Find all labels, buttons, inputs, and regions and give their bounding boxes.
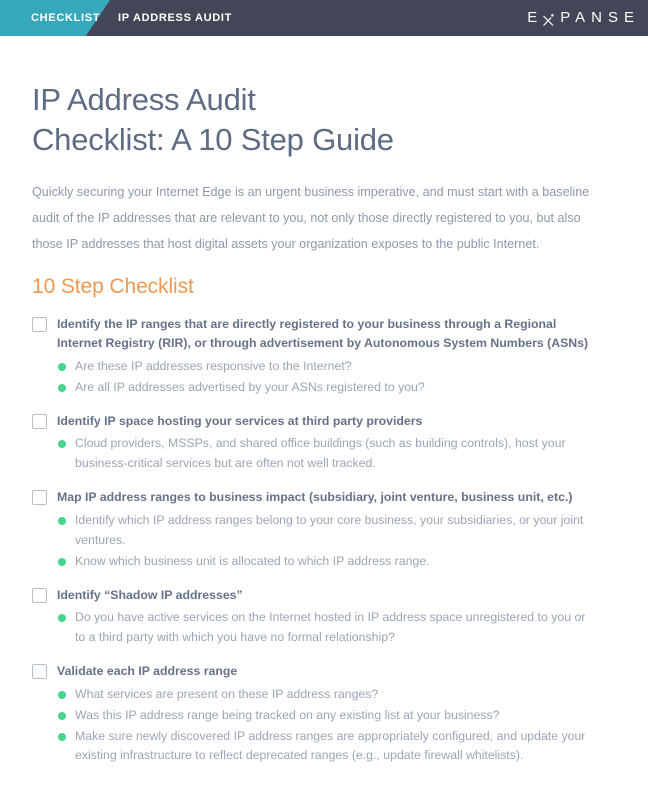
tab-ip-address-audit[interactable]: IP ADDRESS AUDIT: [118, 12, 233, 24]
checklist-item-label: Map IP address ranges to business impact (subsidiary, joint venture, business unit, etc.): [57, 490, 573, 505]
green-dot-icon: [58, 440, 66, 448]
logo-letters-panse: PANSE: [560, 9, 640, 26]
intro-paragraph: Quickly securing your Internet Edge is an urgent business imperative, and must start with a baseline audit of the IP addresses that are relevant to you, not only those directly registered to you, but also those IP addresses that host digital assets your organization exposes to the public Internet.: [32, 184, 590, 251]
expanse-logo: [527, 0, 640, 36]
green-dot-icon: [58, 558, 66, 566]
list-item: [58, 685, 616, 705]
list-item: [58, 608, 616, 648]
checklist-sublist: [58, 357, 616, 398]
sublist-text: Are these IP addresses responsive to the Internet?: [75, 358, 352, 373]
checklist-item[interactable]: [32, 315, 616, 352]
checklist-item-label: Identify “Shadow IP addresses”: [57, 587, 243, 602]
checklist-item-label: Identify the IP ranges that are directly registered to your business through a Regional Internet Registry (RIR), or through advertisement by Autonomous System Numbers (ASNs): [57, 317, 589, 351]
green-dot-icon: [58, 363, 66, 371]
list-item: [58, 357, 616, 377]
list-item: [58, 706, 616, 726]
checklist-item[interactable]: [32, 488, 616, 507]
checklist-item[interactable]: [32, 662, 616, 681]
checkbox-icon[interactable]: [32, 317, 47, 332]
sublist-text: Cloud providers, MSSPs, and shared office buildings (such as building controls), host your business-critical services but are often not well tracked.: [75, 436, 566, 471]
checkbox-icon[interactable]: [32, 664, 47, 679]
checklist-sublist: [58, 608, 616, 648]
sublist-text: Was this IP address range being tracked on any existing list at your business?: [75, 707, 500, 722]
checklist-item[interactable]: [32, 412, 616, 431]
checklist-group: [32, 412, 616, 475]
checklist-item-label: Validate each IP address range: [57, 664, 238, 678]
checklist-sublist: [58, 685, 616, 767]
green-dot-icon: [58, 712, 66, 720]
sublist-text: What services are present on these IP address ranges?: [75, 686, 379, 701]
top-header-bar: [0, 0, 648, 36]
checklist-sublist: [58, 434, 616, 474]
list-item: [58, 727, 616, 767]
logo-x-icon: [543, 11, 554, 26]
page-title-line-1: IP Address Audit: [32, 82, 256, 117]
sublist-text: Know which business unit is allocated to which IP address range.: [75, 553, 430, 568]
logo-letter-e: E: [527, 9, 544, 26]
tab-checklist[interactable]: CHECKLIST: [31, 12, 101, 24]
checkbox-icon[interactable]: [32, 490, 47, 505]
checklist-group: [32, 315, 616, 397]
section-heading-10-step-checklist: 10 Step Checklist: [32, 275, 194, 299]
checklist-sublist: [58, 511, 616, 572]
green-dot-icon: [58, 691, 66, 699]
green-dot-icon: [58, 614, 66, 622]
sublist-text: Make sure newly discovered IP address ranges are appropriately configured, and update your existing infrastructure to reflect deprecated ranges (e.g., update firewall whitelists).: [75, 728, 586, 763]
page-content: [0, 80, 648, 766]
checkbox-icon[interactable]: [32, 588, 47, 603]
checklist-group: [32, 488, 616, 571]
checklist-item[interactable]: [32, 586, 616, 605]
list-item: [58, 511, 616, 551]
green-dot-icon: [58, 517, 66, 525]
list-item: [58, 434, 616, 474]
checklist-container: [32, 315, 616, 766]
list-item: [58, 378, 616, 398]
sublist-text: Are all IP addresses advertised by your ASNs registered to you?: [75, 379, 425, 394]
sublist-text: Identify which IP address ranges belong to your core business, your subsidiaries, or your joint ventures.: [75, 512, 584, 547]
checklist-group: [32, 662, 616, 766]
green-dot-icon: [58, 733, 66, 741]
green-dot-icon: [58, 384, 66, 392]
page-title-line-2: Checklist: A 10 Step Guide: [32, 121, 394, 157]
checkbox-icon[interactable]: [32, 414, 47, 429]
sublist-text: Do you have active services on the Internet hosted in IP address space unregistered to you or to a third party with which you have no formal relationship?: [75, 610, 586, 645]
checklist-item-label: Identify IP space hosting your services at third party providers: [57, 413, 423, 428]
list-item: [58, 552, 616, 572]
checklist-group: [32, 586, 616, 649]
page-title: [32, 80, 616, 160]
